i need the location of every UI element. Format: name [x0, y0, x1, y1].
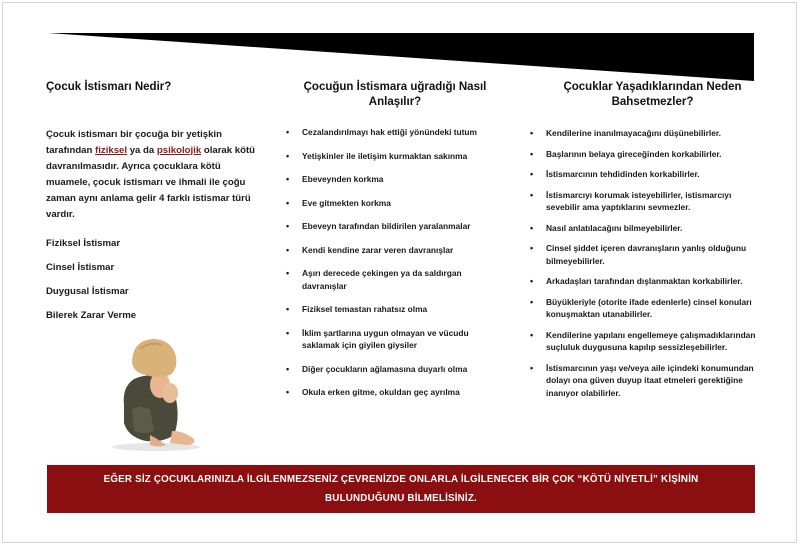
col1-heading: Çocuk İstismarı Nedir? [46, 81, 172, 93]
list-item: • Kendilerine yapılanı engellemeye çalışmadıklarından suçluluk duygusuna kapılıp sessizleşebilirler. [546, 329, 765, 354]
list-item: • Kendilerine inanılmayacağını düşünebilirler. [546, 127, 765, 140]
list-item: • Cinsel şiddet içeren davranışların yanlış olduğunu bilmeyebilirler. [546, 242, 765, 267]
column-how-to-recognize [286, 80, 504, 410]
col3-heading: Çocuklar Yaşadıklarından Neden Bahsetmezler? [563, 81, 742, 108]
list-item: • Eve gitmekten korkma [302, 197, 504, 210]
list-item: • Diğer çocukların ağlamasına duyarlı olma [302, 363, 504, 376]
black-wedge-banner [48, 33, 754, 81]
list-item: • Aşırı derecede çekingen ya da saldırgan davranışlar [302, 267, 504, 292]
list-item: • İklim şartlarına uygun olmayan ve vücudu saklamak için giyilen giysiler [302, 327, 504, 352]
list-item: • Okula erken gitme, okuldan geç ayrılma [302, 386, 504, 399]
intro-text-after: olarak kötü davranılmasıdır. Ayrıca çocuklara kötü muamele, çocuk istismarı ve ihmali ile çoğu zaman aynı anlama gelir 4 farklı istismar türü vardır. [46, 145, 256, 220]
abuse-type-item: Cinsel İstismar [46, 262, 115, 273]
list-item: • Cezalandırılmayı hak ettiği yönündeki tutum [302, 126, 504, 139]
intro-text-before: Çocuk istismarı bir çocuğa bir yetişkin tarafından [46, 129, 222, 156]
footer-line-1: EĞER SİZ ÇOCUKLARINIZLA İLGİLENMEZSENİZ ÇEVRENİZDE ONLARLA İLGİLENECEK BİR ÇOK “KÖTÜ NİYETLİ” KİŞİNİN [103, 474, 699, 485]
list-item: • Başlarının belaya gireceğinden korkabilirler. [546, 148, 765, 161]
list-item: • Kendi kendine zarar veren davranışlar [302, 244, 504, 257]
psychological-link[interactable]: psikolojik [156, 145, 202, 156]
footer-line-2: BULUNDUĞUNU BİLMELİSİNİZ. [325, 493, 477, 504]
list-item: • Nasıl anlatılacağını bilmeyebilirler. [546, 222, 765, 235]
column-what-is-abuse [46, 80, 264, 328]
col1-intro-paragraph [46, 127, 264, 223]
list-item: • Ebeveyn tarafından bildirilen yaralanmalar [302, 220, 504, 233]
list-item: • Yetişkinler ile iletişim kurmaktan sakınma [302, 150, 504, 163]
list-item: • Büyükleriyle (otorite ifade edenlerle) cinsel konuları konuşmaktan utanabilirler. [546, 296, 765, 321]
col2-heading: Çocuğun İstismara uğradığı Nasıl Anlaşılır? [303, 81, 487, 108]
list-item: • İstismarcının tehdidinden korkabilirler. [546, 168, 765, 181]
sad-child-illustration [110, 335, 202, 452]
footer-warning-banner [47, 465, 755, 513]
column-why-silent [540, 80, 765, 407]
list-item: • İstismarcıyı korumak isteyebilirler, istismarcıyı sevebilir ama yaptıklarını sevmezler. [546, 189, 765, 214]
abuse-type-item: Fiziksel İstismar [46, 238, 121, 249]
abuse-types-list [46, 232, 264, 328]
intro-text-mid: ya da [127, 145, 157, 156]
list-item: • Ebeveynden korkma [302, 173, 504, 186]
list-item: • Fiziksel temastan rahatsız olma [302, 303, 504, 316]
list-item: • İstismarcının yaşı ve/veya aile içindeki konumundan dolayı ona güven duyup itaat etmeleri gerektiğine inanıyor olabilirler. [546, 362, 765, 400]
physical-link[interactable]: fiziksel [95, 145, 128, 156]
silence-reasons-list [540, 127, 765, 399]
recognition-signs-list [286, 126, 504, 399]
abuse-type-item: Duygusal İstismar [46, 286, 129, 297]
abuse-type-item: Bilerek Zarar Verme [46, 310, 137, 321]
list-item: • Arkadaşları tarafından dışlanmaktan korkabilirler. [546, 275, 765, 288]
